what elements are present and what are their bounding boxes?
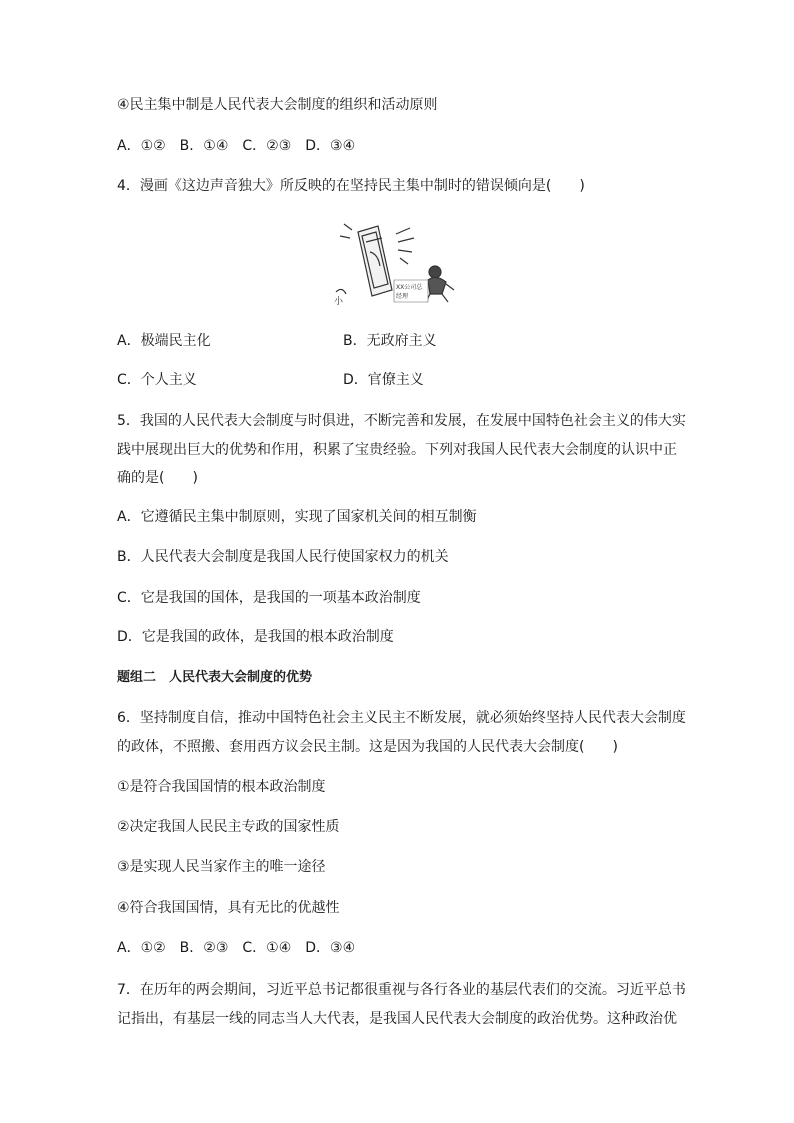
cartoon-tag-line-1: XX公司总 [396, 284, 423, 291]
q5-option-a: A．它遵循民主集中制原则，实现了国家机关间的相互制衡 [117, 509, 477, 525]
q7-line-2: 记指出，有基层一线的同志当人大代表，是我国人民代表大会制度的政治优势。这种政治优 [117, 1011, 677, 1027]
q4-option-b: B．无政府主义 [343, 333, 437, 349]
q5-option-c: C．它是我国的国体，是我国的一项基本政治制度 [117, 590, 421, 606]
cartoon-label-small: 小 [334, 297, 344, 307]
q7-line-1: 7．在历年的两会期间，习近平总书记都很重视与各行各业的基层代表们的交流。习近平总书 [117, 982, 686, 998]
q4-option-c: C．个人主义 [117, 372, 197, 388]
cartoon-tag-line-2: 经理 [396, 293, 409, 300]
group2-heading: 题组二 人民代表大会制度的优势 [117, 670, 313, 685]
q6-item-3: ③是实现人民当家作主的唯一途径 [117, 859, 326, 875]
q4-option-a: A．极端民主化 [117, 333, 211, 349]
q6-line-1: 6．坚持制度自信，推动中国特色社会主义民主不断发展，就必须始终坚持人民代表大会制度 [117, 710, 686, 726]
q5-option-d: D．它是我国的政体，是我国的根本政治制度 [117, 629, 394, 645]
cartoon-loudspeaker-icon [330, 222, 465, 308]
cartoon-image [330, 222, 465, 308]
q6-item-4: ④符合我国国情，具有无比的优越性 [117, 900, 340, 916]
q4-stem: 4．漫画《这边声音独大》所反映的在坚持民主集中制时的错误倾向是( ) [117, 178, 585, 194]
q6-item-2: ②决定我国人民民主专政的国家性质 [117, 819, 340, 835]
q3-options: A．①② B．①④ C．②③ D．③④ [117, 138, 356, 154]
q5-option-b: B．人民代表大会制度是我国人民行使国家权力的机关 [117, 549, 449, 565]
q5-line-2: 践中展现出巨大的优势和作用，积累了宝贵经验。下列对我国人民代表大会制度的认识中正 [117, 442, 677, 458]
q4-option-d: D．官僚主义 [343, 372, 424, 388]
q5-line-1: 5．我国的人民代表大会制度与时俱进，不断完善和发展，在发展中国特色社会主义的伟大实 [117, 413, 686, 429]
q6-line-2: 的政体，不照搬、套用西方议会民主制。这是因为我国的人民代表大会制度( ) [117, 739, 618, 755]
q5-line-3: 确的是( ) [117, 470, 198, 486]
q3-item-4: ④民主集中制是人民代表大会制度的组织和活动原则 [117, 97, 438, 113]
q6-item-1: ①是符合我国国情的根本政治制度 [117, 779, 326, 795]
q6-options: A．①② B．②③ C．①④ D．③④ [117, 940, 356, 956]
